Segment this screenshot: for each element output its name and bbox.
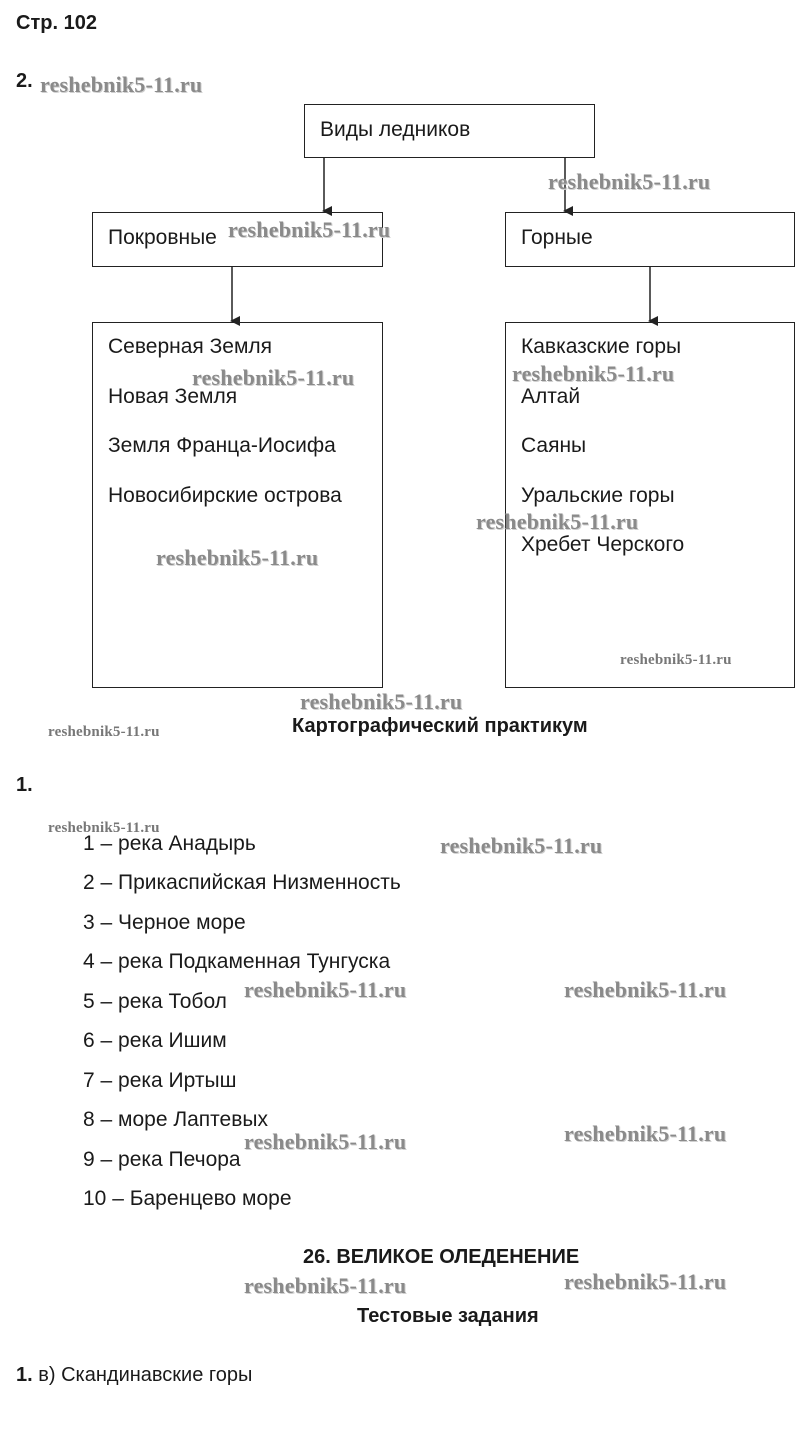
left-list-item: Земля Франца-Иосифа (108, 434, 336, 457)
map-item: 10 – Баренцево море (83, 1187, 292, 1210)
watermark: reshebnik5-11.ru (48, 820, 160, 836)
map-item: 9 – река Печора (83, 1148, 241, 1171)
right-list-item: Саяны (521, 434, 587, 457)
map-item: 3 – Черное море (83, 911, 246, 934)
watermark: reshebnik5-11.ru (48, 724, 160, 740)
watermark: reshebnik5-11.ru (548, 169, 711, 194)
left-category-label: Покровные (108, 226, 217, 249)
map-item: 4 – река Подкаменная Тунгуска (83, 950, 391, 973)
test-answer-text: в) Скандинавские горы (38, 1364, 253, 1386)
test-answer (16, 1364, 252, 1387)
watermark: reshebnik5-11.ru (228, 217, 391, 242)
watermark: reshebnik5-11.ru (244, 1273, 407, 1298)
watermark: reshebnik5-11.ru (40, 72, 203, 97)
left-list-item: Новосибирские острова (108, 484, 342, 507)
section-title: 26. ВЕЛИКОЕ ОЛЕДЕНЕНИЕ (303, 1246, 580, 1268)
watermark: reshebnik5-11.ru (620, 652, 732, 668)
watermark: reshebnik5-11.ru (244, 977, 407, 1002)
map-item: 1 – река Анадырь (83, 832, 256, 855)
watermark: reshebnik5-11.ru (564, 1121, 727, 1146)
right-category-label: Горные (521, 226, 593, 249)
practicum-heading: Картографический практикум (292, 715, 588, 737)
right-list-item: Алтай (521, 385, 581, 408)
page-label: Стр. 102 (16, 12, 97, 34)
task-2-number: 2. (16, 70, 33, 92)
right-list-item: Хребет Черского (521, 533, 685, 556)
map-item: 5 – река Тобол (83, 990, 227, 1013)
left-list-item: Северная Земля (108, 335, 273, 358)
map-item: 6 – река Ишим (83, 1029, 227, 1052)
watermark: reshebnik5-11.ru (476, 509, 639, 534)
watermark: reshebnik5-11.ru (244, 1129, 407, 1154)
root-label: Виды ледников (320, 118, 471, 141)
watermark: reshebnik5-11.ru (192, 365, 355, 390)
diagram-arrows (0, 0, 807, 700)
map-item: 7 – река Иртыш (83, 1069, 237, 1092)
left-list-item: Новая Земля (108, 385, 238, 408)
watermark: reshebnik5-11.ru (564, 1269, 727, 1294)
watermark: reshebnik5-11.ru (300, 689, 463, 714)
right-list-item: Кавказские горы (521, 335, 682, 358)
test-answer-number: 1. (16, 1364, 33, 1386)
watermark: reshebnik5-11.ru (156, 545, 319, 570)
watermark: reshebnik5-11.ru (440, 833, 603, 858)
map-item: 2 – Прикаспийская Низменность (83, 871, 401, 894)
watermark: reshebnik5-11.ru (564, 977, 727, 1002)
right-list-item: Уральские горы (521, 484, 675, 507)
practicum-number: 1. (16, 774, 33, 796)
watermark: reshebnik5-11.ru (512, 361, 675, 386)
map-item: 8 – море Лаптевых (83, 1108, 268, 1131)
section-subtitle: Тестовые задания (357, 1305, 539, 1327)
